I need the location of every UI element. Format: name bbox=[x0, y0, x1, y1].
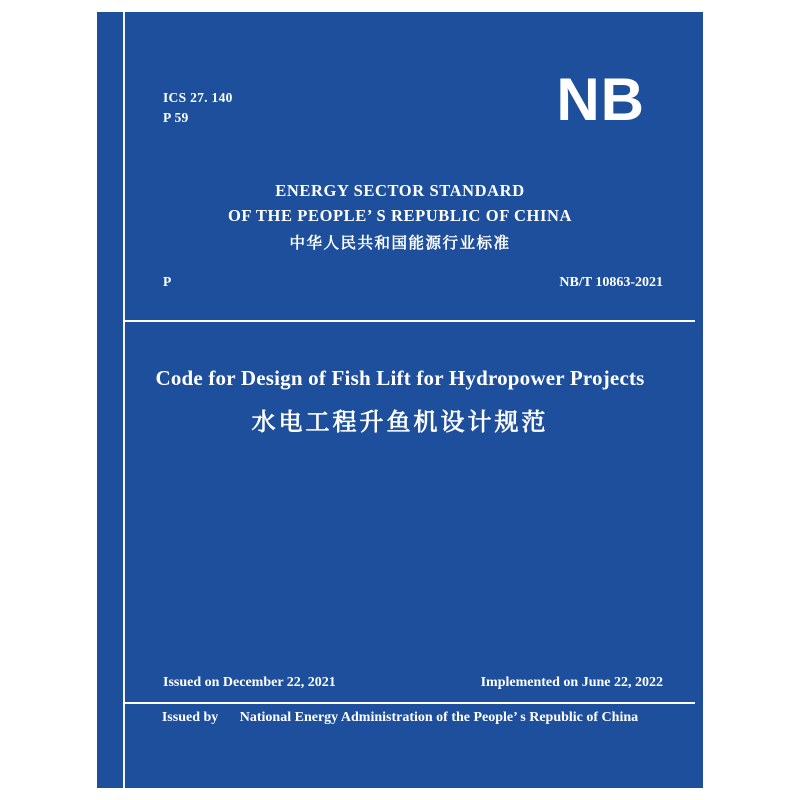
standard-meta-row bbox=[163, 274, 663, 291]
organization-line-1: ENERGY SECTOR STANDARD bbox=[275, 181, 525, 200]
standard-cover bbox=[97, 12, 703, 788]
organization-chinese: 中华人民共和国能源行业标准 bbox=[289, 234, 511, 252]
implementation-date: Implemented on June 22, 2022 bbox=[480, 675, 663, 690]
issued-by-label: Issued by bbox=[161, 710, 219, 725]
issue-date: Issued on December 22, 2021 bbox=[163, 675, 336, 690]
divider-top bbox=[123, 320, 695, 322]
issuer-row bbox=[97, 710, 703, 726]
issuing-organization-block bbox=[97, 178, 703, 258]
category-code: P 59 bbox=[163, 110, 189, 125]
organization-line-2: OF THE PEOPLE’ S REPUBLIC OF CHINA bbox=[227, 206, 573, 225]
title-block bbox=[97, 362, 703, 444]
title-english: Code for Design of Fish Lift for Hydropower Projects bbox=[155, 366, 645, 390]
divider-bottom bbox=[123, 702, 695, 704]
ics-number: ICS 27. 140 bbox=[163, 90, 233, 105]
classification-block bbox=[163, 88, 233, 128]
issuer-name: National Energy Administration of the People’ s Republic of China bbox=[239, 710, 639, 725]
nb-logo: NB bbox=[556, 66, 645, 133]
category-letter: P bbox=[163, 274, 172, 289]
standard-number: NB/T 10863-2021 bbox=[559, 275, 663, 290]
dates-row bbox=[163, 675, 663, 691]
title-chinese: 水电工程升鱼机设计规范 bbox=[251, 408, 549, 436]
